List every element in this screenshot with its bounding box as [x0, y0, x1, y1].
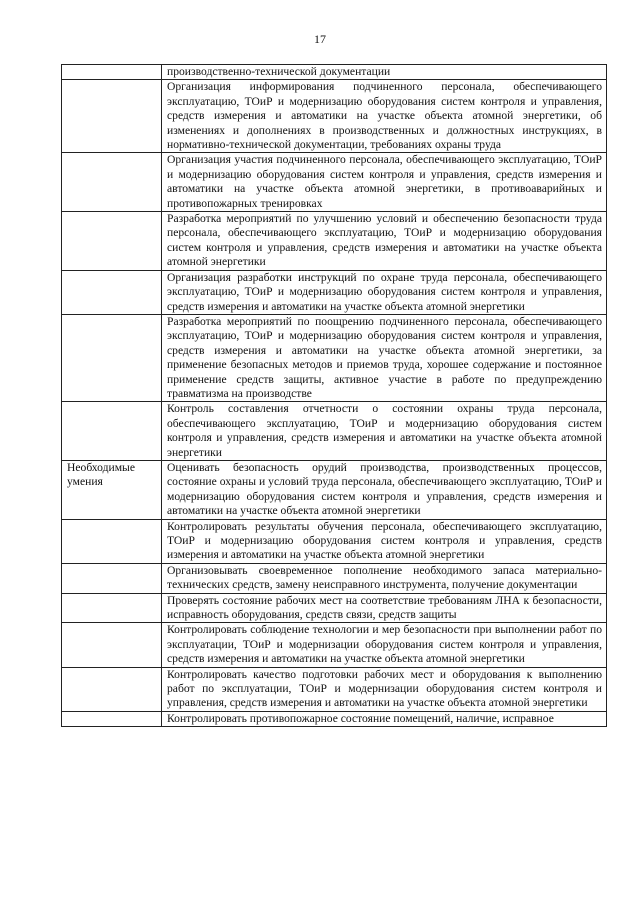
table-row	[62, 593, 607, 623]
table-cell-text: Контролировать соблюдение технологии и мер безопасности при выполнении работ по эксплуатации, ТОиР и модернизации оборудования систем контроля и управления, средств измерения и автоматики на участке объекта атомной энергетики	[162, 623, 607, 667]
table-cell-text: производственно-технической документации	[162, 65, 607, 80]
table-row	[62, 623, 607, 667]
table-cell-label	[62, 623, 162, 667]
table-cell-text: Оценивать безопасность орудий производства, производственных процессов, состояние охраны и условий труда персонала, обеспечивающего эксплуатацию, ТОиР и модернизацию оборудования систем контроля и управления, средств измерения и автоматики на участке объекта атомной энергетики	[162, 460, 607, 519]
table-cell-text: Разработка мероприятий по поощрению подчиненного персонала, обеспечивающего эксплуатацию, ТОиР и модернизацию оборудования систем контроля и управления, средств измерения и автоматики на участке объекта атомной энергетики, за применение безопасных методов и приемов труда, хорошее содержание и постоянное применение средств защиты, активное участие в работе по предупреждению травматизма на производстве	[162, 314, 607, 401]
table-row	[62, 711, 607, 726]
table-cell-label	[62, 667, 162, 711]
table-cell-label	[62, 711, 162, 726]
page-number: 17	[314, 32, 326, 46]
table-cell-label	[62, 402, 162, 461]
table-row	[62, 667, 607, 711]
table-cell-text: Разработка мероприятий по улучшению условий и обеспечению безопасности труда персонала, обеспечивающего эксплуатацию, ТОиР и модернизацию оборудования систем контроля и управления, средств измерения и автоматики на участке объекта атомной энергетики	[162, 212, 607, 271]
table-row	[62, 153, 607, 212]
table-cell-label	[62, 65, 162, 80]
table-cell-label	[62, 563, 162, 593]
table-cell-label	[62, 519, 162, 563]
table-cell-text: Контроль составления отчетности о состоянии охраны труда персонала, обеспечивающего эксплуатацию, ТОиР и модернизацию оборудования систем контроля и управления, средств измерения и автоматики на участке объекта атомной энергетики	[162, 402, 607, 461]
table-cell-text: Контролировать противопожарное состояние помещений, наличие, исправное	[162, 711, 607, 726]
table-row	[62, 460, 607, 519]
requirements-table	[61, 64, 607, 727]
table-cell-label	[62, 270, 162, 314]
table-row	[62, 563, 607, 593]
table-cell-text: Организация информирования подчиненного персонала, обеспечивающего эксплуатацию, ТОиР и модернизацию оборудования систем контроля и управления, средств измерения и автоматики на участке объекта атомной энергетики, об изменениях и дополнениях в производственных и должностных инструкциях, в нормативно-технической документации, требованиях охраны труда	[162, 80, 607, 153]
table-cell-label	[62, 212, 162, 271]
table-cell-label	[62, 593, 162, 623]
table-cell-label: Необходимые умения	[62, 460, 162, 519]
table-row	[62, 212, 607, 271]
table-cell-text: Контролировать качество подготовки рабочих мест и оборудования к выполнению работ по эксплуатации, ТОиР и модернизации оборудования систем контроля и управления, средств измерения и автоматики на участке объекта атомной энергетики	[162, 667, 607, 711]
table-cell-label	[62, 314, 162, 401]
table-cell-label	[62, 80, 162, 153]
table-cell-text: Организация разработки инструкций по охране труда персонала, обеспечивающего эксплуатацию, ТОиР и модернизацию оборудования систем контроля и управления, средств измерения и автоматики на участке объекта атомной энергетики	[162, 270, 607, 314]
table-row	[62, 402, 607, 461]
table-row	[62, 314, 607, 401]
table-cell-text: Организация участия подчиненного персонала, обеспечивающего эксплуатацию, ТОиР и модернизацию оборудования систем контроля и управления, средств измерения и автоматики на участке объекта атомной энергетики, в противоаварийных и противопожарных тренировках	[162, 153, 607, 212]
table-row	[62, 519, 607, 563]
table-row	[62, 65, 607, 80]
table-row	[62, 80, 607, 153]
table-cell-text: Организовывать своевременное пополнение необходимого запаса материально-технических средств, замену неисправного инструмента, получение документации	[162, 563, 607, 593]
table-cell-text: Проверять состояние рабочих мест на соответствие требованиям ЛНА к безопасности, исправность оборудования, средств связи, средств защиты	[162, 593, 607, 623]
table-cell-label	[62, 153, 162, 212]
table-row	[62, 270, 607, 314]
table-cell-text: Контролировать результаты обучения персонала, обеспечивающего эксплуатацию, ТОиР и модернизацию оборудования систем контроля и управления, средств измерения и автоматики на участке объекта атомной энергетики	[162, 519, 607, 563]
